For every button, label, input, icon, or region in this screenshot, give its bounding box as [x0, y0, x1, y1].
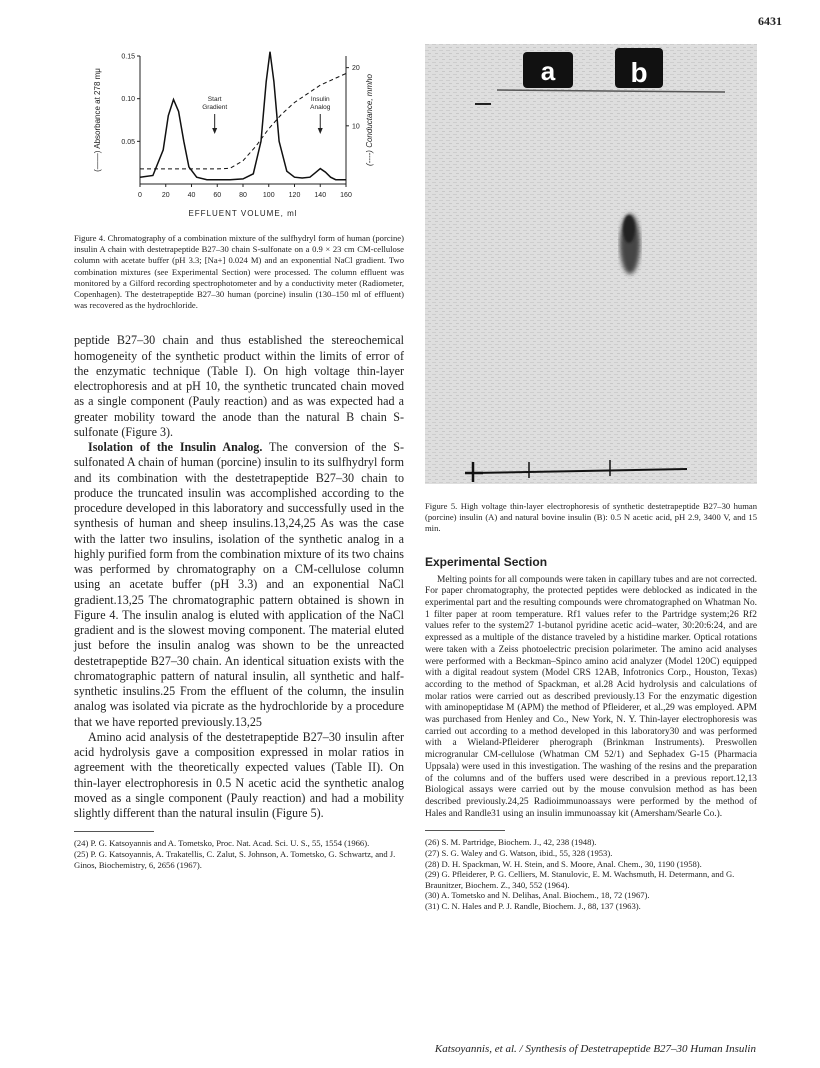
x-axis-label: EFFLUENT VOLUME, ml — [188, 209, 298, 218]
reference-24: (24) P. G. Katsoyannis and A. Tometsko, Proc. Nat. Acad. Sci. U. S., 55, 1554 (1966). — [74, 838, 370, 849]
reference-31: (31) C. N. Hales and P. J. Randle, Biochem. J., 88, 137 (1963). — [425, 900, 641, 911]
y-axis-right-label: (----) Conductance, mmho — [365, 73, 374, 167]
annotation-arrow-head — [212, 128, 217, 134]
conductance-line — [140, 74, 346, 169]
body-paragraph-1: peptide B27–30 chain and thus established the stereochemical homogeneity of the synthetic product within the limits of error of the enzymatic technique (Table I). On high voltage thin-layer electrophoresis and at pH 10, the synthetic truncated chain moved as a single component (Pauly reaction) and as was expected had a greater mobility toward the anode than the natural B chain S-sulfonate (Figure 3). — [74, 333, 404, 439]
x-tick-label: 0 — [138, 192, 142, 199]
reference-27: (27) S. G. Waley and G. Watson, ibid., 55, 328 (1953). — [425, 847, 613, 858]
left-column — [74, 44, 404, 870]
electrophoresis-plate — [425, 44, 757, 484]
lane-a-label: a — [540, 56, 556, 86]
y-axis-left-label: (——) Absorbance at 278 mμ — [93, 68, 102, 172]
right-column — [425, 44, 757, 912]
x-tick-label: 120 — [288, 192, 301, 199]
y-left-tick-label: 0.05 — [121, 138, 135, 146]
x-tick-label: 140 — [314, 192, 327, 199]
x-tick-label: 160 — [340, 192, 352, 199]
figure-5-photo — [425, 44, 757, 484]
figure-4-caption: Figure 4. Chromatography of a combination mixture of the sulfhydryl form of human (porcine) insulin A chain with destetrapeptide B27–30 chain S-sulfonate on a 0.9 × 23 cm CM-cellulose column with acetate buffer (pH 3.3; [Na+] 0.024 M) and an exponential NaCl gradient. Two combination mixtures (see Experimental Section) were processed. The column effluent was monitored by a Gilford recording spectrophotometer and by a conductivity meter (Radiometer, Copenhagen). The destetrapeptide B27–30 human (porcine) insulin (130–150 ml of effluent) was recovered as the hydrochloride. — [74, 233, 404, 311]
footnote-rule-right — [425, 830, 505, 831]
experimental-text: Melting points for all compounds were taken in capillary tubes and are not corrected. For paper chromatography, the protected peptides were deblocked as indicated in the experimental part and the resulting compounds were chromatographed on Whatman No. 1 filter paper at room temperature. Rf1 values refer to the Partridge system;26 Rf2 values refer to the system27 1-butanol pyridine acetic acid–water, 30:20:6:24, and are expressed as a multiple of the distance traveled by a histidine marker. Optical rotations were taken with a Zeiss photoelectric precision polarimeter. The amino acid analyses were performed with a Beckman–Spinco amino acid analyzer (Model 120C) equipped with a digital readout system (Model CRS 12AB, Infotronics Corp., Houston, Texas) according to the method of Spackman, et al.28 Acid hydrolysis and calculations of molar ratios were carried out as described previously.13 For the enzymatic digestion with aminopeptidase M (APM) the method of Pfleiderer, et al.,29 was employed. APM was purchased from Henley and Co., New York, N. Y. Thin-layer electrophoresis was carried out according to a method developed in this laboratory30 and was performed with a Wieland-Pfleiderer pherograph (Brinkman Instruments). Preswollen microgranular CM-cellulose (Whatman CM 52/1) and Sephadex G-15 (Pharmacia Uppsala) were used in this investigation. The washing of the resins and the preparation of the columns and of the buffers used were described in a previous report.12,13 Biological assays were carried out by the mouse convulsion method as has been described previously.24,25 Radioimmunoassays were performed by the method of Hales and Randle31 using an insulin immunoassay kit (Amersham/Searle Co.). — [425, 574, 757, 819]
x-tick-label: 60 — [213, 192, 222, 199]
x-tick-label: 20 — [161, 192, 170, 199]
page-number: 6431 — [758, 14, 782, 28]
body-paragraph-3: Amino acid analysis of the destetrapeptide B27–30 insulin after acid hydrolysis gave a composition expressed in molar ratios in agreement with the theoretically expected values (Table II). On thin-layer electrophoresis in 0.5 N acetic acid the synthetic analog moved as a single component (Pauly reaction) and had a mobility slightly different than the natural insulin (Figure 5). — [74, 729, 404, 821]
reference-26: (26) S. M. Partridge, Biochem. J., 42, 238 (1948). — [425, 837, 597, 848]
section-heading-isolation: Isolation of the Insulin Analog. — [88, 440, 263, 455]
y-left-tick-label: 0.15 — [121, 53, 135, 61]
annotation-arrow-head — [318, 128, 323, 134]
x-tick-label: 100 — [262, 192, 275, 199]
experimental-section-heading: Experimental Section — [425, 554, 548, 569]
figure-4-chart — [74, 44, 404, 224]
running-footer: Katsoyannis, et al. / Synthesis of Destetrapeptide B27–30 Human Insulin — [434, 1043, 756, 1055]
right-references — [425, 837, 757, 911]
annotation-label: Gradient — [202, 104, 228, 111]
x-tick-label: 40 — [187, 192, 196, 199]
left-references — [74, 838, 404, 870]
reference-28: (28) D. H. Spackman, W. H. Stein, and S. Moore, Anal. Chem., 30, 1190 (1958). — [425, 858, 702, 869]
y-right-tick-label: 10 — [352, 123, 360, 131]
reference-25: (25) P. G. Katsoyannis, A. Trakatellis, C. Zalut, S. Johnson, A. Tometsko, G. Schwartz, and J. Ginos, Biochemistry, 6, 2656 (1967). — [74, 849, 396, 870]
annotation-label: Analog — [310, 104, 331, 111]
lane-b-label: b — [630, 57, 648, 88]
annotation-label: Insulin — [310, 96, 330, 103]
protein-spot-b-core — [623, 215, 635, 243]
annotation-label: Start — [207, 96, 222, 103]
footnote-rule — [74, 831, 154, 832]
y-left-tick-label: 0.10 — [121, 96, 135, 104]
figure-5-caption: Figure 5. High voltage thin-layer electrophoresis of synthetic destetrapeptide B27–30 human (porcine) insulin (A) and natural bovine insulin (B): 0.5 N acetic acid, pH 2.9, 3400 V, and 15 min. — [425, 501, 757, 534]
y-right-tick-label: 20 — [352, 65, 360, 73]
reference-29: (29) G. Pfleiderer, P. G. Celliers, M. Stanulovic, E. M. Wachsmuth, H. Determann, and G. Braunitzer, Biochem. Z., 340, 552 (1964). — [425, 869, 735, 890]
reference-30: (30) A. Tometsko and N. Delihas, Anal. Biochem., 18, 72 (1967). — [425, 890, 650, 901]
body-paragraph-2-text: The conversion of the S-sulfonated A chain of human (porcine) insulin to its sulfhydryl form and its combination with the destetrapeptide B27–30 chain to produce the truncated insulin was accomplished according to the procedure developed in this laboratory and successfully used in the synthesis of human and sheep insulins.13,24,25 As was the case with the latter two insulins, isolation of the synthetic analog in a highly purified form from the combination mixture of its two chains was performed by chromatography on a CM-cellulose column using an acetate buffer (pH 3.3) and an exponential NaCl gradient.13,25 The chromatographic pattern obtained is shown in Figure 4. The insulin analog is eluted with application of the NaCl gradient and is the slowest moving component. The material eluted just before the insulin analog was shown to be the unreacted destetrapeptide B27–30 chain. An identical situation exists with the chromatographic pattern of natural insulin, all synthetic and half-synthetic insulins.25 From the effluent of the column, the insulin analog was isolated via picrate as the hydrochloride by a procedure that we have reported previously.13,25 — [74, 440, 404, 729]
x-tick-label: 80 — [239, 192, 247, 199]
body-paragraph-2 — [74, 440, 404, 730]
